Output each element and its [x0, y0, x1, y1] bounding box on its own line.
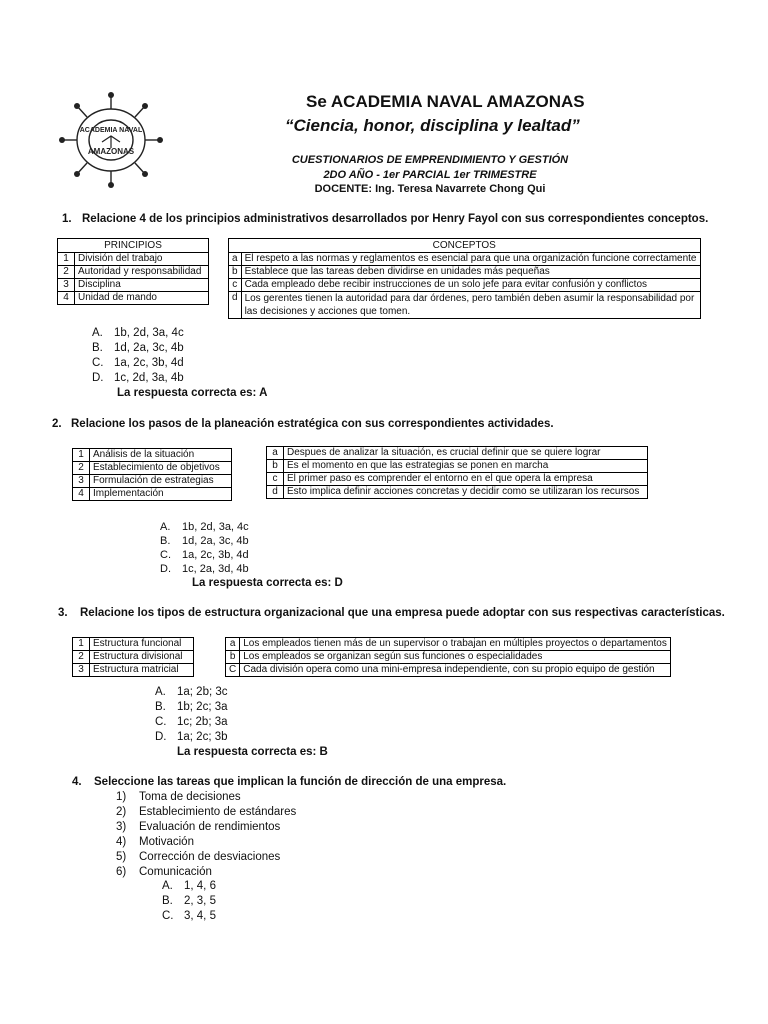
q2-activities-table [266, 446, 648, 499]
q3-structures-table [72, 637, 194, 677]
table-row [58, 266, 209, 279]
row-number: 2 [73, 651, 90, 664]
q4-item-3: 3) Evaluación de rendimientos [116, 821, 281, 833]
table-row [267, 447, 648, 460]
table-row [229, 253, 701, 266]
q1-concepts-table [228, 238, 701, 319]
row-letter: c [267, 473, 284, 486]
q4-item-4: 4) Motivación [116, 836, 194, 848]
page-title: Se ACADEMIA NAVAL AMAZONAS [306, 92, 585, 111]
q2-answer: La respuesta correcta es: D [192, 577, 343, 589]
q3-option-a: A. 1a; 2b; 3c [155, 686, 228, 698]
q4-item-6: 6) Comunicación [116, 866, 212, 878]
logo-text-bottom: AMAZONAS [87, 147, 135, 156]
table-row [58, 292, 209, 305]
row-letter: d [229, 292, 242, 319]
row-number: 3 [73, 664, 90, 677]
question-2 [52, 418, 554, 430]
row-letter: c [229, 279, 242, 292]
table-row [229, 292, 701, 319]
question-3 [58, 607, 725, 619]
table-row [58, 279, 209, 292]
question-number: 3. [58, 607, 68, 619]
row-letter: b [226, 651, 240, 664]
question-number: 2. [52, 418, 62, 430]
row-letter: C [226, 664, 240, 677]
table-row [226, 638, 671, 651]
question-number: 4. [72, 776, 82, 788]
q4-item-5: 5) Corrección de desviaciones [116, 851, 281, 863]
q4-option-a: A. 1, 4, 6 [162, 880, 216, 892]
table-row [73, 664, 194, 677]
row-text: Disciplina [75, 279, 209, 292]
q2-option-c: C. 1a, 2c, 3b, 4d [160, 549, 249, 561]
row-letter: a [267, 447, 284, 460]
q4-option-b: B. 2, 3, 5 [162, 895, 216, 907]
row-text: Estructura divisional [90, 651, 194, 664]
row-number: 1 [58, 253, 75, 266]
row-number: 1 [73, 638, 90, 651]
table-row [267, 460, 648, 473]
row-text: Esto implica definir acciones concretas y decidir como se utilizaran los recursos [284, 486, 648, 499]
academy-logo [58, 92, 164, 188]
question-4 [72, 776, 506, 788]
row-text: Los empleados se organizan según sus funciones o especialidades [240, 651, 671, 664]
table-header: PRINCIPIOS [58, 239, 209, 253]
q3-option-b: B. 1b; 2c; 3a [155, 701, 228, 713]
row-text: Despues de analizar la situación, es crucial definir que se quiere lograr [284, 447, 648, 460]
q1-answer: La respuesta correcta es: A [117, 387, 268, 399]
row-number: 4 [58, 292, 75, 305]
question-1 [62, 213, 708, 225]
q2-option-a: A. 1b, 2d, 3a, 4c [160, 521, 249, 533]
q3-answer: La respuesta correcta es: B [177, 746, 328, 758]
q3-option-d: D. 1a; 2c; 3b [155, 731, 228, 743]
teacher-line: DOCENTE: Ing. Teresa Navarrete Chong Qui [314, 183, 546, 195]
table-row [73, 488, 232, 501]
term-line: 2DO AÑO - 1er PARCIAL 1er TRIMESTRE [323, 169, 537, 181]
row-text: Establece que las tareas deben dividirse en unidades más pequeñas [241, 266, 700, 279]
table-row [73, 449, 232, 462]
row-number: 2 [58, 266, 75, 279]
row-number: 3 [73, 475, 90, 488]
subject-line: CUESTIONARIOS DE EMPRENDIMIENTO Y GESTIÓN [291, 154, 569, 166]
table-row [226, 651, 671, 664]
question-text: Seleccione las tareas que implican la función de dirección de una empresa. [94, 776, 507, 788]
row-text: Los empleados tienen más de un supervisor o trabajan en múltiples proyectos o departamentos [240, 638, 671, 651]
table-row [58, 253, 209, 266]
question-text: Relacione 4 de los principios administrativos desarrollados por Henry Fayol con sus correspondientes conceptos. [82, 213, 709, 225]
row-text: Establecimiento de objetivos [90, 462, 232, 475]
row-text: Cada división opera como una mini-empresa independiente, con su propio equipo de gestión [240, 664, 671, 677]
row-text: El primer paso es comprender el entorno en el que opera la empresa [284, 473, 648, 486]
q4-item-1: 1) Toma de decisiones [116, 791, 241, 803]
row-text: Implementación [90, 488, 232, 501]
row-number: 2 [73, 462, 90, 475]
table-header: CONCEPTOS [229, 239, 701, 253]
table-row [229, 266, 701, 279]
q4-item-2: 2) Establecimiento de estándares [116, 806, 297, 818]
q2-option-d: D. 1c, 2a, 3d, 4b [160, 563, 249, 575]
row-letter: d [267, 486, 284, 499]
row-letter: a [226, 638, 240, 651]
row-letter: b [229, 266, 242, 279]
row-text: Unidad de mando [75, 292, 209, 305]
question-text: Relacione los tipos de estructura organizacional que una empresa puede adoptar con sus respectivas características. [80, 607, 725, 619]
row-number: 1 [73, 449, 90, 462]
logo-text-top: ACADEMIA NAVAL [79, 127, 143, 134]
row-text: Formulación de estrategias [90, 475, 232, 488]
row-text: El respeto a las normas y reglamentos es esencial para que una organización funcione correctamente [241, 253, 700, 266]
q1-option-a: A. 1b, 2d, 3a, 4c [92, 327, 184, 339]
table-row [73, 638, 194, 651]
table-row [73, 462, 232, 475]
row-letter: a [229, 253, 242, 266]
table-row [226, 664, 671, 677]
row-number: 3 [58, 279, 75, 292]
q1-principles-table [57, 238, 209, 305]
table-row [267, 473, 648, 486]
table-row [73, 475, 232, 488]
row-text: Estructura matricial [90, 664, 194, 677]
q2-steps-table [72, 448, 232, 501]
q2-option-b: B. 1d, 2a, 3c, 4b [160, 535, 249, 547]
row-text: Los gerentes tienen la autoridad para dar órdenes, pero también deben asumir la responsabilidad por las decisiones y acciones que tomen. [241, 292, 700, 319]
table-row [267, 486, 648, 499]
question-text: Relacione los pasos de la planeación estratégica con sus correspondientes actividades. [71, 418, 554, 430]
q4-option-c: C. 3, 4, 5 [162, 910, 216, 922]
table-row [229, 279, 701, 292]
q3-option-c: C. 1c; 2b; 3a [155, 716, 228, 728]
row-text: Autoridad y responsabilidad [75, 266, 209, 279]
motto: “Ciencia, honor, disciplina y lealtad” [285, 116, 580, 135]
q1-option-c: C. 1a, 2c, 3b, 4d [92, 357, 184, 369]
q1-option-b: B. 1d, 2a, 3c, 4b [92, 342, 184, 354]
question-number: 1. [62, 213, 72, 225]
row-text: División del trabajo [75, 253, 209, 266]
q1-option-d: D. 1c, 2d, 3a, 4b [92, 372, 184, 384]
q3-characteristics-table [225, 637, 671, 677]
row-number: 4 [73, 488, 90, 501]
row-text: Es el momento en que las estrategias se ponen en marcha [284, 460, 648, 473]
row-text: Estructura funcional [90, 638, 194, 651]
row-text: Cada empleado debe recibir instrucciones de un solo jefe para evitar confusión y conflictos [241, 279, 700, 292]
row-letter: b [267, 460, 284, 473]
table-row [73, 651, 194, 664]
row-text: Análisis de la situación [90, 449, 232, 462]
